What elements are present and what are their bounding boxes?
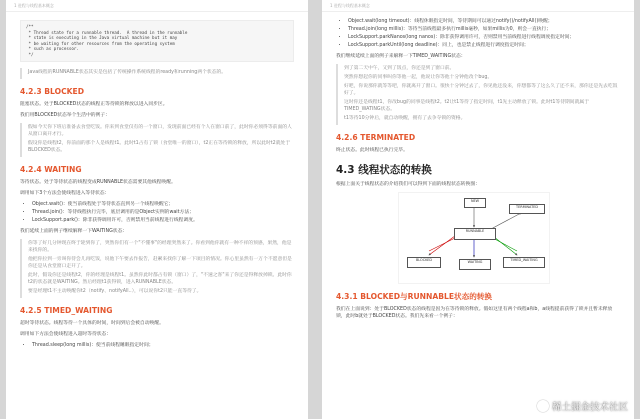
list-item: • Thread.join()：等待线程执行完毕，底层调用的是Object实例的wait方法； xyxy=(32,209,294,216)
paragraph: 我们用BLOCKED状态举个生活中的例子： xyxy=(20,112,110,118)
state-timed-waiting: TIMED_WAITING xyxy=(503,257,545,268)
quote-line: 到了第二天中午，又到了饭点，你还是到了窗口前。 xyxy=(344,66,455,71)
section-timed-waiting-heading: 4.2.5 TIMED_WAITING xyxy=(20,305,113,315)
list-item: • Object.wait()：使当前线程处于等待状态直到另一个线程唤醒它； xyxy=(32,201,294,208)
section-transition-heading: 4.3 线程状态的转换 xyxy=(336,164,432,176)
state-transition-diagram xyxy=(398,192,550,284)
blockquote xyxy=(20,123,294,157)
list-item: • Thread.join(long millis)：等待当前线程最多执行millis毫秒，如果millis为0，则会一直执行； xyxy=(348,26,620,33)
section-terminated-heading: 4.2.6 TERMINATED xyxy=(336,133,416,142)
blockquote xyxy=(20,239,294,298)
method-list xyxy=(20,201,294,224)
section-blocked-runnable-heading: 4.3.1 BLOCKED与RUNNABLE状态的转换 xyxy=(336,292,493,301)
juejin-logo-icon xyxy=(537,400,549,412)
page-header: 1 进程与线程基本概念 xyxy=(322,0,634,12)
method-list xyxy=(336,18,620,49)
paragraph: 根据上面关于线程状态的介绍我们可以得到下面的线程状态转换图： xyxy=(336,182,480,187)
quote-line: 这时你还是线程t1，你改bug的同事是线程t2。t2让t1等待了指定时间，t1先主动释放了锁。此时t1等待期间就属于TIMED_WATING状态。 xyxy=(344,100,589,112)
paragraph: 等待状态。处于等待状态的线程变成RUNNABLE状态需要其他线程唤醒。 xyxy=(20,179,176,185)
state-terminated: TERMINATED xyxy=(509,204,545,214)
list-item: • LockSupport.parkUntil(long deadline)：同上，也是禁止线程进行调度指定时间； xyxy=(348,42,620,49)
state-waiting: WAITING xyxy=(459,259,491,270)
section-blocked-heading: 4.2.3 BLOCKED xyxy=(20,86,85,96)
list-item: • LockSupport.park()：除非获得调用许可，否则禁用当前线程进行线程调度。 xyxy=(32,217,294,224)
state-runnable: RUNNABLE xyxy=(454,228,496,240)
list-item: • Object.wait(long timeout)：线程休眠指定时间，等待期间可以通过notify()/notifyAll()唤醒； xyxy=(348,18,620,25)
paragraph: 我们在上面说到：处于BLOCKED状态的线程是因为在等待锁的释放。假如这里有两个线程a和b，a线程提前获得了锁并且暂未释放锁，此时b就处于BLOCKED状态。我们先来看一个例子： xyxy=(336,307,613,319)
quote-line: 此时，假设你还是线程t2，你的经理是线程t1。虽然你此时都占有锁（窗口）了，"不速之客"来了你还是得释放掉锁。此时你t2的状态就是WAITING。然后经理t1获得锁，进入RUNNABLE状态。 xyxy=(28,272,292,285)
state-blocked: BLOCKED xyxy=(407,257,441,268)
quote-line: 假如今天你下班后准备去食堂吃饭。你来到食堂仅有的一个窗口，发现前面已经有个人在窗口前了，此时你必须得等前面的人从窗口离开才行。 xyxy=(28,124,292,137)
runnable-note xyxy=(20,68,294,79)
watermark xyxy=(537,399,628,413)
quote-line: 要是经理t1不主动唤醒你t2（notify、notifyAll..），可以说你t2只能一直等待了。 xyxy=(28,288,202,294)
paragraph: 调用如下3个方法会使线程进入等待状态： xyxy=(20,190,110,196)
quote-line: 突然你想起你的同事叫你等他一起，他说让你等他十分钟他改个bug。 xyxy=(344,75,493,80)
runnable-note-text: Java线程的RUNNABLE状态其实是包括了传统操作系统线程的ready和running两个状态的。 xyxy=(28,69,227,75)
list-item: • LockSupport.parkNanos(long nanos)：除非获得调用许可，否则禁用当前线程进行线程调度指定时间； xyxy=(348,34,620,41)
quote-line: 他把你拉到一旁叫你待会儿再吃饭，说他下午要去作报告，赶紧来找你了解一下项目的情况。你心里虽然有一万个不愿意但是你还是从食堂窗口走开了。 xyxy=(28,256,292,269)
paragraph: 我们继续延续上面的例子来解释一下TIMED_WAITING状态： xyxy=(336,54,466,59)
blockquote xyxy=(336,64,620,125)
paragraph: 调用如下方法会使线程进入超时等待状态： xyxy=(20,331,112,337)
state-new: NEW xyxy=(464,198,486,208)
method-list xyxy=(20,342,294,349)
page-header: 1 进程与线程基本概念 xyxy=(6,0,308,12)
document-page-right xyxy=(322,0,634,419)
paragraph: 超时等待状态。线程等待一个具体的时间，时间到后会被自动唤醒。 xyxy=(20,320,164,326)
paragraph: 阻塞状态。处于BLOCKED状态的线程正等待锁的释放以进入同步区。 xyxy=(20,101,168,107)
quote-line: t1等待10分钟后，就自动唤醒，拥有了去争夺锁的资格。 xyxy=(344,116,466,121)
quote-line: 好吧，你说那你就等等吧，你就离开了窗口。很快十分钟过去了，你见他还没来，你想都等了这么久了还不来，那你还是先去吃饭好了。 xyxy=(344,84,618,96)
document-page-left xyxy=(6,0,308,419)
paragraph: 终止状态。此时线程已执行完毕。 xyxy=(336,148,408,153)
watermark-text: 稀土掘金技术社区 xyxy=(551,402,628,413)
code-block: /** * Thread state for a runnable thread. A thread in the runnable * state is executing in the Java virtual machine but it may * be waiting for other resources from the operating system * such as processor. */ xyxy=(20,20,294,62)
quote-line: 你等了好几分钟现在终于轮到你了，突然你们有一个"不懂事"的经理突然来了。你看到他你就有一种不祥的预感，果然，他是来找你的。 xyxy=(28,240,292,253)
paragraph: 我们延续上面的例子继续解释一下WAITING状态： xyxy=(20,228,128,234)
section-waiting-heading: 4.2.4 WAITING xyxy=(20,164,82,174)
list-item: • Thread.sleep(long millis)：使当前线程睡眠指定时间； xyxy=(32,342,294,349)
quote-line: 假设你是线程t2，你前面的那个人是线程t1。此时t1占有了锁（食堂唯一的窗口），t2正在等待锁的释放，所以此时t2就处于BLOCKED状态。 xyxy=(28,140,291,153)
